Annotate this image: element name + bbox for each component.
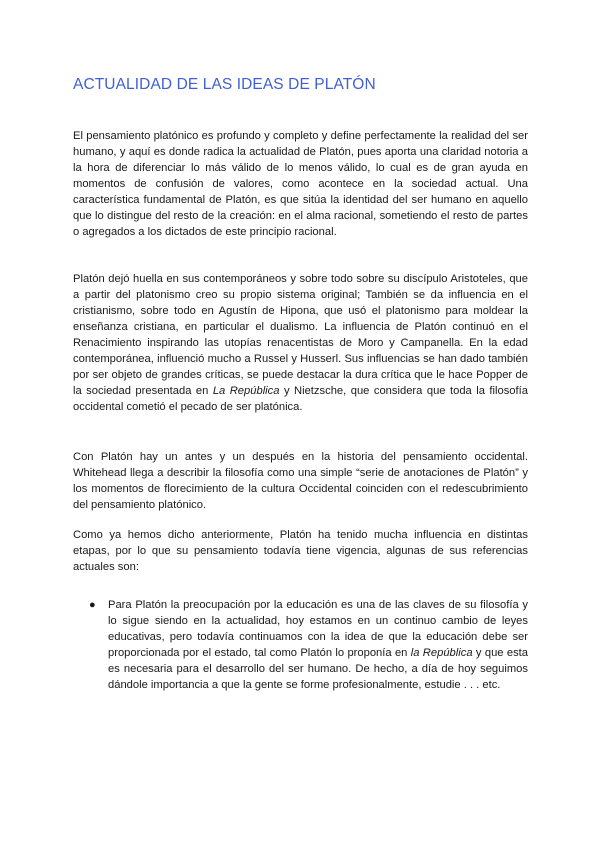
paragraph-current-references: Como ya hemos dicho anteriormente, Platón ha tenido mucha influencia en distintas etapas, por lo que su pensamiento todavía tiene vigencia, algunas de sus referencias actuales son: bbox=[73, 529, 528, 573]
bullet-icon: ● bbox=[89, 599, 96, 611]
paragraph-platonic-thought: El pensamiento platónico es profundo y completo y define perfectamente la realidad del ser humano, y aquí es donde radica la actualidad de Platón, pues aporta una claridad notoria a la hora de diferenciar lo más válido de lo menos válido, lo cual es de gran ayuda en momentos de confusión de valores, como acontece en la sociedad actual. Una característica fundamental de Platón, es que sitúa la identidad del ser humano en aquello que lo distingue del resto de la creación: en el alma racional, sometiendo el resto de partes o agregados a los dictados de este principio racional. bbox=[73, 130, 528, 238]
list-item-text-part: y que esta es necesaria para el desarrollo del ser humano. De hecho, a día de hoy seguimos dándole importancia a que la gente se forme profesionalmente, estudie . . . etc. bbox=[108, 647, 528, 691]
paragraph-text-part: y Nietzsche, que considera que toda la filosofía occidental cometió el pecado de ser platónica. bbox=[73, 385, 528, 413]
list-item bbox=[73, 597, 528, 693]
paragraph-before-after-plato: Con Platón hay un antes y un después en la historia del pensamiento occidental. Whitehead llega a describir la filosofía como una simple “serie de anotaciones de Platón” y los momentos de florecimiento de la cultura Occidental coinciden con el redescubrimiento del pensamiento platónico. bbox=[73, 451, 528, 511]
list-item-text-part: Para Platón la preocupación por la educación es una de las claves de su filosofía y lo sigue siendo en la actualidad, hoy estamos en un continuo cambio de leyes educativas, pero todavía continuamos con la idea de que la educación debe ser proporcionada por el estado, tal como Platón lo proponía en bbox=[108, 599, 528, 659]
paragraph-platonic-influence bbox=[73, 271, 528, 415]
document-title: ACTUALIDAD DE LAS IDEAS DE PLATÓN bbox=[73, 76, 376, 93]
italic-book-title: La República bbox=[212, 385, 280, 397]
italic-book-title: la República bbox=[410, 647, 473, 659]
references-list bbox=[73, 597, 528, 693]
paragraph-text-part: Platón dejó huella en sus contemporáneos y sobre todo sobre su discípulo Aristoteles, que a partir del platonismo creo su propio sistema original; También se da influencia en el cristianismo, sobre todo en Agustín de Hipona, que usó el platonismo para moldear la enseñanza cristiana, en particular el dualismo. La influencia de Platón continuó en el Renacimiento inspirando las utopías renacentistas de Moro y Campanella. En la edad contemporánea, influenció mucho a Russel y Husserl. Sus influencias se han dado también por ser objeto de grandes críticas, se puede destacar la dura crítica que le hace Popper de la sociedad presentada en bbox=[73, 273, 528, 397]
